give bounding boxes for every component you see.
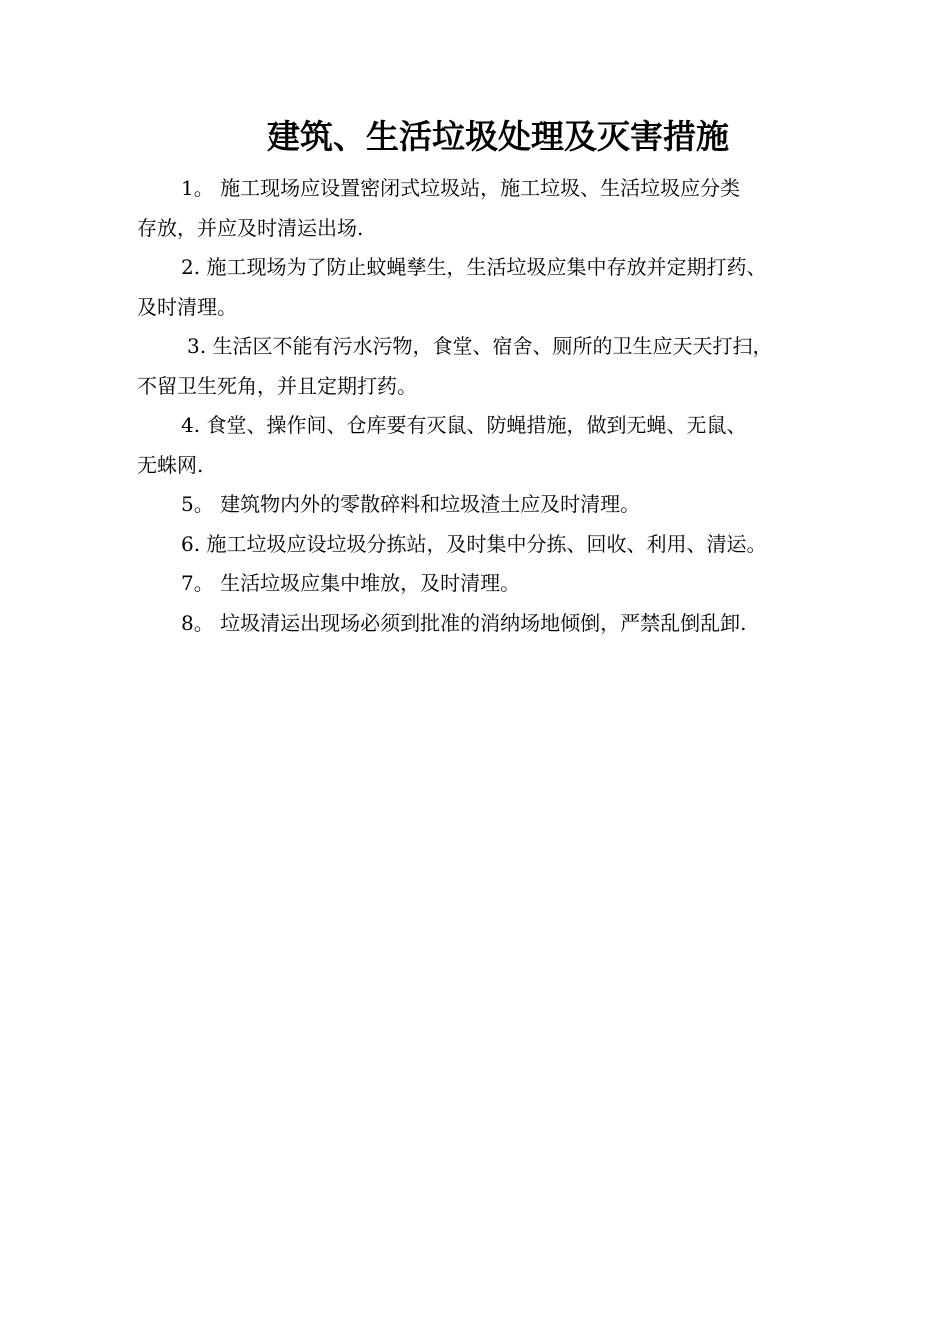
- item-2-line-1: 2. 施工现场为了防止蚊蝇孳生，生活垃圾应集中存放并定期打药、: [181, 255, 767, 279]
- document-title: 建筑、生活垃圾处理及灭害措施: [267, 117, 729, 156]
- item-2-line-2: 及时清理。: [137, 294, 237, 319]
- item-7: 7。 生活垃圾应集中堆放，及时清理。: [181, 571, 521, 595]
- item-3-line-1: 3. 生活区不能有污水污物，食堂、宿舍、厕所的卫生应天天打扫，: [187, 334, 773, 358]
- item-8: 8。 垃圾清运出现场必须到批准的消纳场地倾倒，严禁乱倒乱卸.: [181, 610, 747, 635]
- item-1-line-2: 存放，并应及时清运出场.: [137, 215, 364, 240]
- item-4-line-1: 4. 食堂、操作间、仓库要有灭鼠、防蝇措施，做到无蝇、无鼠、: [181, 413, 747, 437]
- item-1-line-1: 1。 施工现场应设置密闭式垃圾站，施工垃圾、生活垃圾应分类: [181, 176, 741, 200]
- item-5: 5。 建筑物内外的零散碎料和垃圾渣土应及时清理。: [181, 492, 641, 516]
- document-body: [137, 169, 837, 643]
- item-6: 6. 施工垃圾应设垃圾分拣站，及时集中分拣、回收、利用、清运。: [181, 531, 767, 556]
- item-3-line-2: 不留卫生死角，并且定期打药。: [137, 373, 417, 398]
- item-4-line-2: 无蛛网.: [137, 452, 204, 477]
